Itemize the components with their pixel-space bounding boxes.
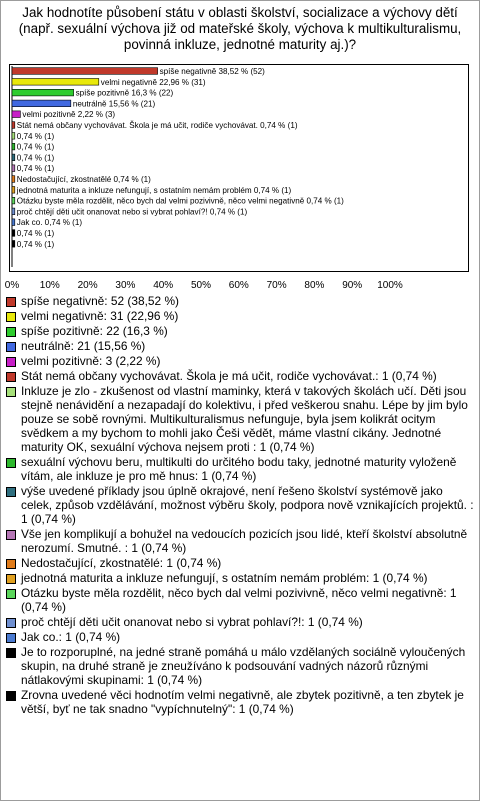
legend-swatch (6, 327, 16, 337)
x-tick-label: 80% (304, 280, 325, 291)
legend-item (5, 688, 477, 716)
x-tick-label: 10% (39, 280, 60, 291)
legend-label: Stát nemá občany vychovávat. Škola je má učit, rodiče vychovávat.: 1 (0,74 %) (21, 369, 437, 383)
x-tick-label: 0% (4, 280, 20, 291)
legend-swatch (6, 312, 16, 322)
bar-label: 0,74 % (1) (16, 153, 55, 163)
legend-label: Inkluze je zlo - zkušenost od vlastní maminky, která v takových školách učí. Děti jsou stejně nenávidění a nezapadají do kolektivu, i před veškerou snahu. Lépe by jim bylo pouze se sobě rovnými. Multikulturalismus nefunguje, byla jsem kolikrát ocitym svědkem a my bychom to mohli jako Češi vědět, máme vlastní cikány. Jednotné maturity OK, sexuální výchova nejsem proti : 1 (0,74 %) (21, 384, 468, 454)
legend-swatch (6, 618, 16, 628)
bar (12, 79, 99, 86)
legend-swatch (6, 589, 16, 599)
bar (12, 122, 15, 129)
legend-item (5, 630, 477, 644)
bar-label: Nedostačující, zkostnatělé 0,74 % (1) (16, 175, 151, 184)
chart-legend (5, 294, 477, 717)
x-tick-label: 40% (153, 280, 174, 291)
legend-label: spíše negativně: 52 (38,52 %) (21, 294, 179, 308)
bar (12, 241, 15, 248)
bar (12, 176, 15, 183)
bar-label: velmi negativně 22,96 % (31) (100, 77, 206, 87)
x-tick-label: 50% (190, 280, 212, 291)
legend-label: jednotná maturita a inkluze nefungují, s ostatním nemám problém: 1 (0,74 %) (21, 571, 428, 585)
legend-item (5, 615, 477, 629)
bar (12, 165, 15, 172)
x-tick-label: 100% (377, 280, 403, 291)
legend-swatch (6, 648, 16, 658)
legend-label: Je to rozporuplné, na jedné straně pomáhá u málo vzdělaných sociálně vyloučených skupin, na druhé straně je zneužíváno k podsouvání vadných názorů různými nátlakovými skupinami: 1 (0,74 %) (21, 645, 466, 687)
bar (12, 197, 15, 204)
bar-label: 0,74 % (1) (16, 229, 55, 238)
legend-item (5, 556, 477, 570)
bar (12, 133, 15, 140)
bar (12, 89, 74, 96)
bar (12, 68, 158, 75)
legend-swatch (6, 559, 16, 569)
legend-swatch (6, 574, 16, 584)
legend-swatch (6, 342, 16, 352)
question-title: Jak hodnotíte působení státu v oblasti školství, socializace a výchovy dětí (např. sexuální výchova již od mateřské školy, výchova k multikulturalismu, povinná inkluze, jednotné maturity aj.)? (18, 5, 462, 52)
bar-label: proč chtějí děti učit onanovat nebo si vybrat pohlaví?! 0,74 % (1) (16, 207, 248, 217)
bar-label: 0,74 % (1) (16, 164, 55, 174)
bar (12, 154, 15, 161)
x-tick-label: 30% (115, 280, 136, 291)
legend-item (5, 369, 477, 383)
legend-item (5, 484, 477, 526)
bar-label: Otázku byste měla rozdělit, něco bych dal velmi pozivivně, něco velmi negativně 0,74 % (1) (16, 196, 344, 206)
bar (12, 208, 15, 215)
bar-chart (1, 1, 480, 293)
x-tick-label: 60% (228, 280, 249, 291)
bar (12, 230, 15, 237)
bar (12, 219, 15, 226)
x-tick-label: 90% (342, 280, 363, 291)
legend-label: výše uvedené příklady jsou úplně okrajové, není řešeno školství systémově jako celek, způsob vzdělávání, možnost výběru školy, podpora nově vznikajících projektů. : 1 (0,74 %) (21, 484, 474, 526)
legend-label: Zrovna uvedené věci hodnotím velmi negativně, ale zbytek pozitivně, a ten zbytek je větší, byť ne tak snadno "vypíchnutelný": 1 (0,74 %) (21, 688, 464, 716)
bar-label: spíše negativně 38,52 % (52) (159, 67, 265, 76)
legend-swatch (6, 530, 16, 540)
bar (12, 187, 15, 194)
legend-item (5, 455, 477, 483)
legend-label: sexuální výchovu beru, multikulti do určitého bodu taky, jednotné maturity vyloženě vítám, ale inkluze je pro mě hnus: 1 (0,74 %) (21, 455, 457, 483)
bar (12, 143, 15, 150)
bar-label: 0,74 % (1) (16, 239, 55, 249)
legend-item (5, 309, 477, 323)
legend-swatch (6, 487, 16, 497)
legend-label: Otázku byste měla rozdělit, něco bych dal velmi pozivivně, něco velmi negativně: 1 (0,74 %) (21, 586, 457, 614)
legend-swatch (6, 357, 16, 367)
legend-label: Jak co.: 1 (0,74 %) (21, 630, 121, 644)
legend-item (5, 324, 477, 338)
legend-item (5, 354, 477, 368)
bar-label: 0,74 % (1) (16, 142, 55, 152)
x-tick-label: 20% (77, 280, 98, 291)
legend-swatch (6, 297, 16, 307)
legend-label: neutrálně: 21 (15,56 %) (21, 339, 146, 353)
bar-label: Jak co. 0,74 % (1) (16, 218, 83, 228)
legend-swatch (6, 387, 16, 397)
bar-label: velmi pozitivně 2,22 % (3) (22, 110, 116, 120)
legend-label: spíše pozitivně: 22 (16,3 %) (21, 324, 168, 338)
legend-item (5, 571, 477, 585)
legend-label: velmi pozitivně: 3 (2,22 %) (21, 354, 161, 368)
bar-label: jednotná maturita a inkluze nefungují, s ostatním nemám problém 0,74 % (1) (16, 185, 292, 195)
legend-label: proč chtějí děti učit onanovat nebo si vybrat pohlaví?!: 1 (0,74 %) (21, 615, 363, 629)
bar-label: Stát nemá občany vychovávat. Škola je má učit, rodiče vychovávat. 0,74 % (1) (16, 121, 298, 130)
x-tick-label: 70% (266, 280, 287, 291)
legend-swatch (6, 633, 16, 643)
legend-swatch (6, 691, 16, 701)
legend-swatch (6, 372, 16, 382)
legend-label: velmi negativně: 31 (22,96 %) (21, 309, 179, 323)
bar (12, 100, 71, 107)
bar (12, 111, 20, 118)
legend-item (5, 384, 477, 454)
legend-item (5, 294, 477, 308)
legend-item (5, 527, 477, 555)
legend-item (5, 645, 477, 687)
legend-swatch (6, 458, 16, 468)
legend-item (5, 586, 477, 614)
bar-label: spíše pozitivně 16,3 % (22) (75, 88, 174, 98)
legend-label: Nedostačující, zkostnatělé: 1 (0,74 %) (21, 556, 222, 570)
bar-label: 0,74 % (1) (16, 131, 55, 141)
legend-item (5, 339, 477, 353)
legend-label: Vše jen komplikují a bohužel na vedoucích pozicích jsou lidé, kteří školství absolutně nerozumí. Smutné. : 1 (0,74 %) (21, 527, 468, 555)
bar-label: neutrálně 15,56 % (21) (72, 99, 156, 109)
